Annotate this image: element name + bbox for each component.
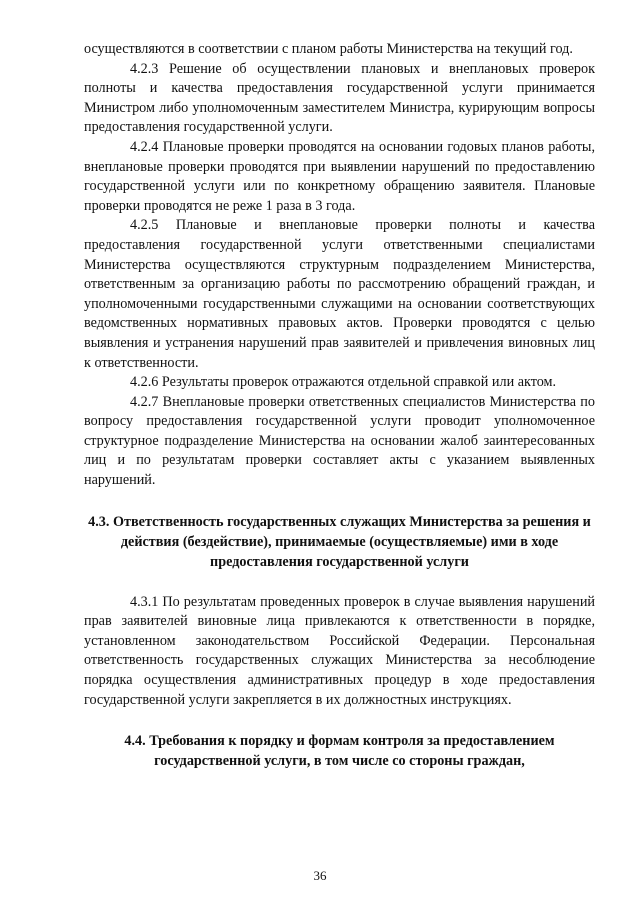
- section-heading-4-3: 4.3. Ответственность государственных служащих Министерства за решения и действия (бездействие), принимаемые (осуществляемые) ими в ходе предоставления государственной услуги: [88, 513, 591, 570]
- paragraph-4-2-3: 4.2.3 Решение об осуществлении плановых и внеплановых проверок полноты и качества предоставления государственной услуги принимается Министром либо уполномоченным заместителем Министра, курирующим вопросы предоставления государственной услуги.: [84, 60, 595, 136]
- paragraph-4-2-7: 4.2.7 Внеплановые проверки ответственных специалистов Министерства по вопросу предоставления государственной услуги проводит уполномоченное структурное подразделение Министерства на основании жалоб заинтересованных лиц и по результатам проверки составляет акты с указанием выявленных нарушений.: [84, 393, 595, 489]
- page-number: 36: [313, 868, 327, 883]
- section-heading-4-4: 4.4. Требования к порядку и формам контроля за предоставлением государственной услуги, в том числе со стороны граждан,: [124, 733, 555, 770]
- paragraph-4-2-6: 4.2.6 Результаты проверок отражаются отдельной справкой или актом.: [130, 374, 557, 391]
- paragraph-4-2-4: 4.2.4 Плановые проверки проводятся на основании годовых планов работы, внеплановые проверки проводятся при выявлении нарушений по предоставлению государственной услуги или по конкретному обращению заявителя. Плановые проверки проводятся не реже 1 раза в 3 года.: [84, 138, 595, 214]
- paragraph-4-2-5: 4.2.5 Плановые и внеплановые проверки полноты и качества предоставления государственной услуги ответственными специалистами Министерства осуществляются структурным подразделением Министерства, ответственным за организацию работы по рассмотрению обращений граждан, и уполномоченными государственными служащими на основании соответствующих ведомственных нормативных правовых актов. Проверки проводятся с целью выявления и устранения нарушений прав заявителей и привлечения виновных лиц к ответственности.: [84, 217, 595, 371]
- paragraph-continuation: осуществляются в соответствии с планом работы Министерства на текущий год.: [84, 41, 573, 57]
- paragraph-4-3-1: 4.3.1 По результатам проведенных проверок в случае выявления нарушений прав заявителей виновные лица привлекаются к ответственности в порядке, установленном законодательством Российской Федерации. Персональная ответственность государственных служащих Министерства за несоблюдение порядка осуществления административных процедур в ходе предоставления государственной услуги закрепляется в их должностных инструкциях.: [84, 593, 595, 708]
- document-page: [84, 40, 595, 771]
